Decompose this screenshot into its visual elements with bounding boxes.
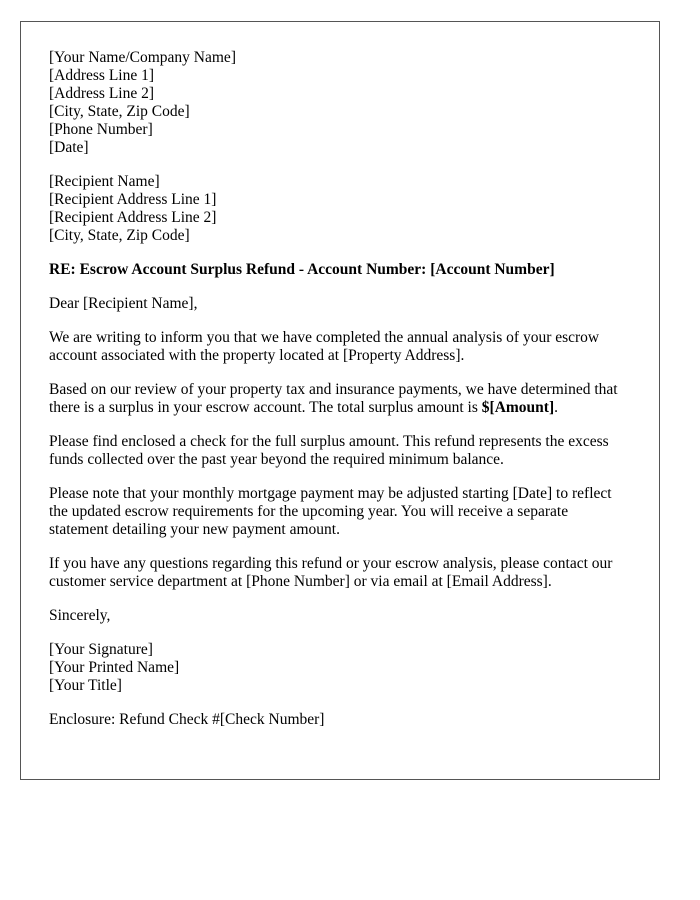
subject-line: RE: Escrow Account Surplus Refund - Account Number: [Account Number]	[49, 261, 555, 278]
body-paragraph-1: We are writing to inform you that we have completed the annual analysis of your escrow account associated with the property located at [Property Address].	[49, 329, 600, 364]
closing: Sincerely,	[49, 607, 111, 624]
sender-name: [Your Name/Company Name]	[49, 49, 236, 66]
sender-city-state-zip: [City, State, Zip Code]	[49, 103, 190, 120]
recipient-name: [Recipient Name]	[49, 173, 160, 190]
sender-address-line-1: [Address Line 1]	[49, 67, 155, 84]
signature-block	[49, 641, 631, 695]
recipient-city-state-zip: [City, State, Zip Code]	[49, 227, 190, 244]
salutation: Dear [Recipient Name],	[49, 295, 198, 312]
letter-date: [Date]	[49, 139, 89, 156]
sender-phone: [Phone Number]	[49, 121, 153, 138]
recipient-address-line-2: [Recipient Address Line 2]	[49, 209, 217, 226]
recipient-address-line-1: [Recipient Address Line 1]	[49, 191, 217, 208]
enclosure-note: Enclosure: Refund Check #[Check Number]	[49, 711, 325, 728]
recipient-address-block	[49, 173, 631, 245]
printed-name: [Your Printed Name]	[49, 659, 180, 676]
body-paragraph-2-text: Based on our review of your property tax and insurance payments, we have determined that there is a surplus in your escrow account. The total surplus amount is	[49, 381, 618, 416]
sender-address-block	[49, 49, 631, 157]
signer-title: [Your Title]	[49, 677, 122, 694]
sender-address-line-2: [Address Line 2]	[49, 85, 155, 102]
body-paragraph-3: Please find enclosed a check for the full surplus amount. This refund represents the excess funds collected over the past year beyond the required minimum balance.	[49, 433, 609, 468]
body-paragraph-5: If you have any questions regarding this refund or your escrow analysis, please contact our customer service department at [Phone Number] or via email at [Email Address].	[49, 555, 613, 590]
body-paragraph-2	[49, 381, 631, 417]
signature: [Your Signature]	[49, 641, 153, 658]
surplus-amount: $[Amount]	[481, 399, 555, 416]
body-paragraph-2-end: .	[554, 399, 558, 416]
body-paragraph-4: Please note that your monthly mortgage payment may be adjusted starting [Date] to reflect the updated escrow requirements for the upcoming year. You will receive a separate statement detailing your new payment amount.	[49, 485, 612, 538]
letter-page	[20, 21, 660, 780]
